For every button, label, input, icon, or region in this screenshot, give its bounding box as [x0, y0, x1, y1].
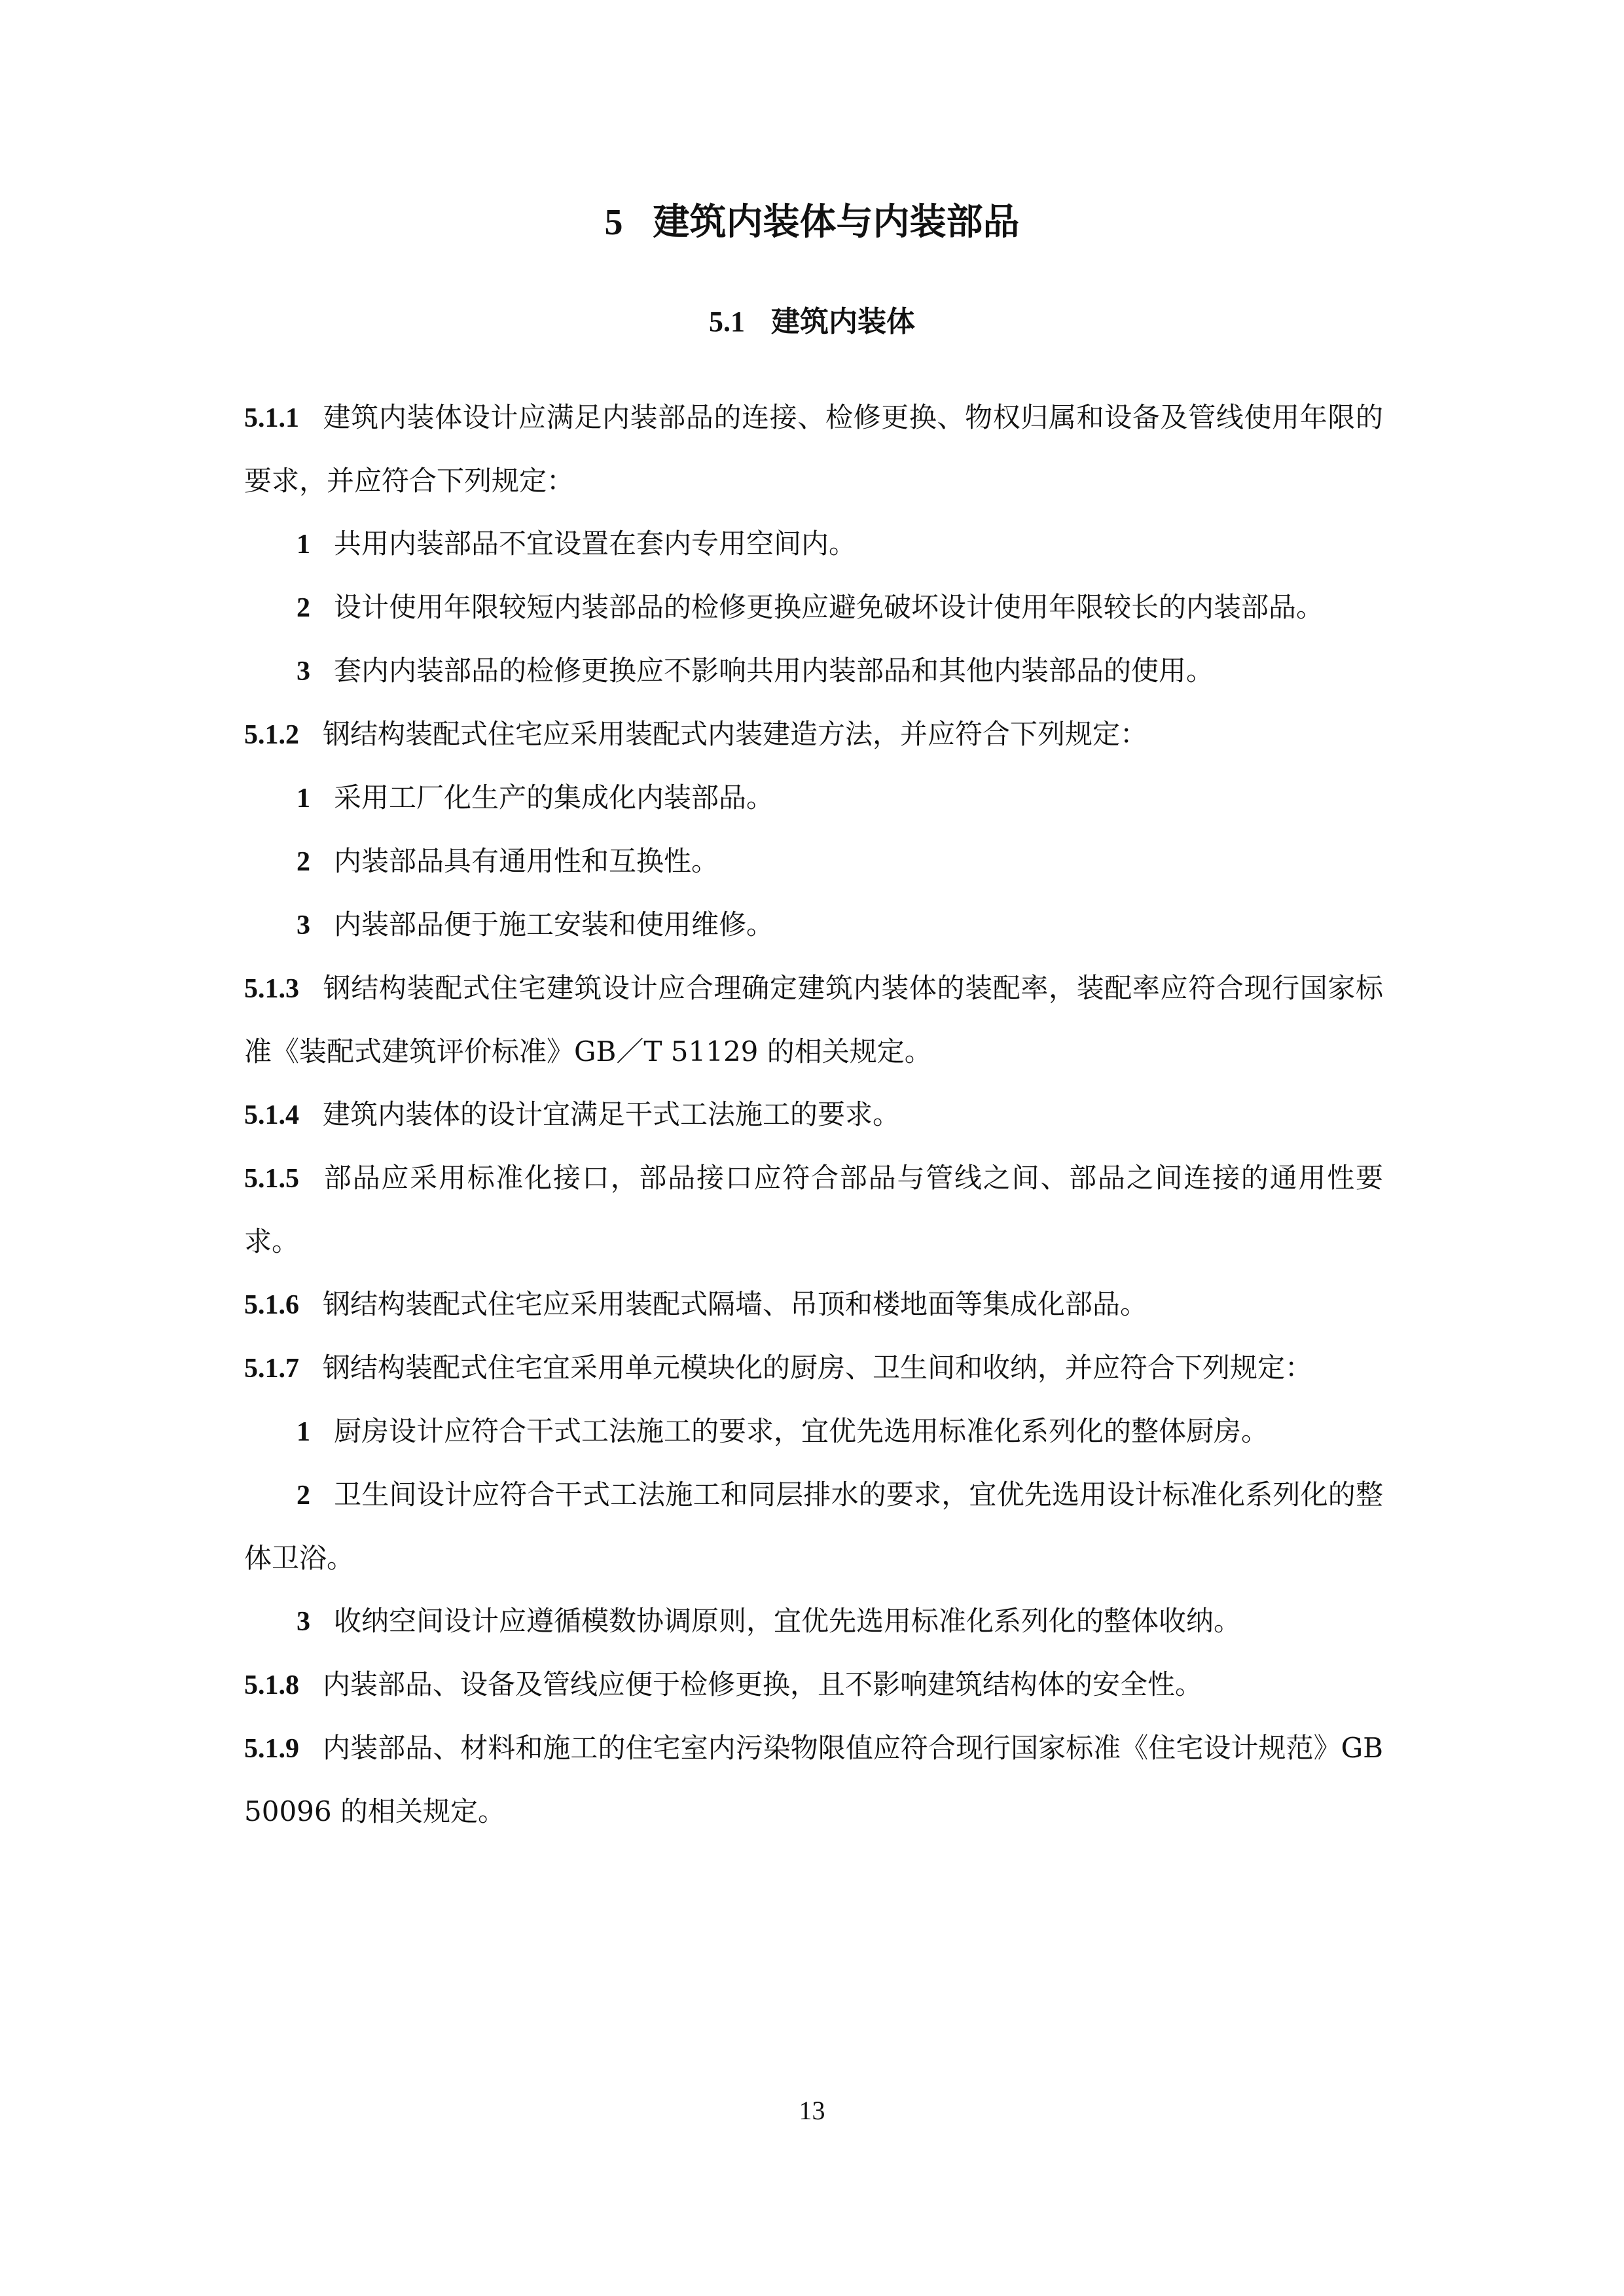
clause-text: 钢结构装配式住宅宜采用单元模块化的厨房、卫生间和收纳，并应符合下列规定： — [323, 1352, 1313, 1384]
clause-item — [244, 1590, 1383, 1653]
clause-paragraph — [244, 1717, 1383, 1843]
item-number: 3 — [297, 910, 310, 941]
clause-number: 5.1.1 — [244, 403, 299, 433]
clause-paragraph — [244, 1273, 1383, 1336]
item-number: 1 — [297, 783, 310, 814]
clause-item — [244, 512, 1383, 576]
section-title — [0, 301, 1624, 343]
clause-number: 5.1.3 — [244, 974, 299, 1004]
clause-text: 部品应采用标准化接口，部品接口应符合部品与管线之间、部品之间连接的通用性要求。 — [244, 1162, 1383, 1257]
clause-item — [244, 1463, 1383, 1590]
clause-text: 钢结构装配式住宅应采用装配式隔墙、吊顶和楼地面等集成化部品。 — [323, 1288, 1148, 1320]
page-number: 13 — [799, 2096, 825, 2125]
clause-number: 5.1.8 — [244, 1670, 299, 1700]
item-text: 设计使用年限较短内装部品的检修更换应避免破坏设计使用年限较长的内装部品。 — [334, 591, 1324, 623]
section-number: 5.1 — [709, 306, 745, 338]
item-number: 2 — [297, 593, 310, 623]
clause-text: 建筑内装体的设计宜满足干式工法施工的要求。 — [323, 1098, 901, 1130]
clause-item — [244, 639, 1383, 703]
clause-item — [244, 893, 1383, 957]
clause-text: 内装部品、设备及管线应便于检修更换，且不影响建筑结构体的安全性。 — [323, 1668, 1203, 1700]
item-number: 3 — [297, 1607, 310, 1637]
clause-item — [244, 830, 1383, 893]
clause-number: 5.1.9 — [244, 1734, 299, 1764]
item-text: 收纳空间设计应遵循模数协调原则，宜优先选用标准化系列化的整体收纳。 — [334, 1605, 1242, 1637]
item-number: 1 — [297, 529, 310, 560]
item-number: 1 — [297, 1417, 310, 1447]
item-text: 采用工厂化生产的集成化内装部品。 — [334, 781, 774, 814]
clauses-body — [244, 386, 1383, 1843]
item-text: 厨房设计应符合干式工法施工的要求，宜优先选用标准化系列化的整体厨房。 — [334, 1415, 1269, 1447]
item-number: 2 — [297, 1480, 310, 1511]
item-text: 内装部品具有通用性和互换性。 — [334, 845, 719, 877]
item-number: 3 — [297, 656, 310, 687]
clause-item — [244, 766, 1383, 830]
clause-paragraph — [244, 1147, 1383, 1273]
clause-paragraph — [244, 957, 1383, 1083]
clause-number: 5.1.4 — [244, 1100, 299, 1130]
clause-number: 5.1.7 — [244, 1354, 299, 1384]
clause-paragraph — [244, 703, 1383, 766]
clause-item — [244, 576, 1383, 639]
item-text: 卫生间设计应符合干式工法施工和同层排水的要求，宜优先选用设计标准化系列化的整体卫浴。 — [244, 1479, 1383, 1574]
clause-paragraph — [244, 1653, 1383, 1717]
item-number: 2 — [297, 847, 310, 877]
clause-text: 钢结构装配式住宅建筑设计应合理确定建筑内装体的装配率，装配率应符合现行国家标准《装配式建筑评价标准》GB／T 51129 的相关规定。 — [244, 972, 1383, 1067]
clause-item — [244, 1400, 1383, 1463]
clause-text: 建筑内装体设计应满足内装部品的连接、检修更换、物权归属和设备及管线使用年限的要求，并应符合下列规定： — [244, 401, 1383, 497]
clause-text: 钢结构装配式住宅应采用装配式内装建造方法，并应符合下列规定： — [323, 718, 1148, 750]
clause-number: 5.1.2 — [244, 720, 299, 750]
clause-text: 内装部品、材料和施工的住宅室内污染物限值应符合现行国家标准《住宅设计规范》GB 50096 的相关规定。 — [244, 1732, 1383, 1827]
item-text: 内装部品便于施工安装和使用维修。 — [334, 908, 774, 941]
clause-number: 5.1.5 — [244, 1164, 299, 1194]
clause-paragraph — [244, 386, 1383, 512]
item-text: 共用内装部品不宜设置在套内专用空间内。 — [334, 528, 857, 560]
item-text: 套内内装部品的检修更换应不影响共用内装部品和其他内装部品的使用。 — [334, 655, 1214, 687]
clause-paragraph — [244, 1336, 1383, 1400]
chapter-title — [0, 196, 1624, 249]
clause-paragraph — [244, 1083, 1383, 1147]
clause-number: 5.1.6 — [244, 1290, 299, 1320]
section-title-text: 建筑内装体 — [771, 305, 915, 338]
chapter-number: 5 — [604, 202, 623, 243]
chapter-title-text: 建筑内装体与内装部品 — [653, 201, 1020, 243]
